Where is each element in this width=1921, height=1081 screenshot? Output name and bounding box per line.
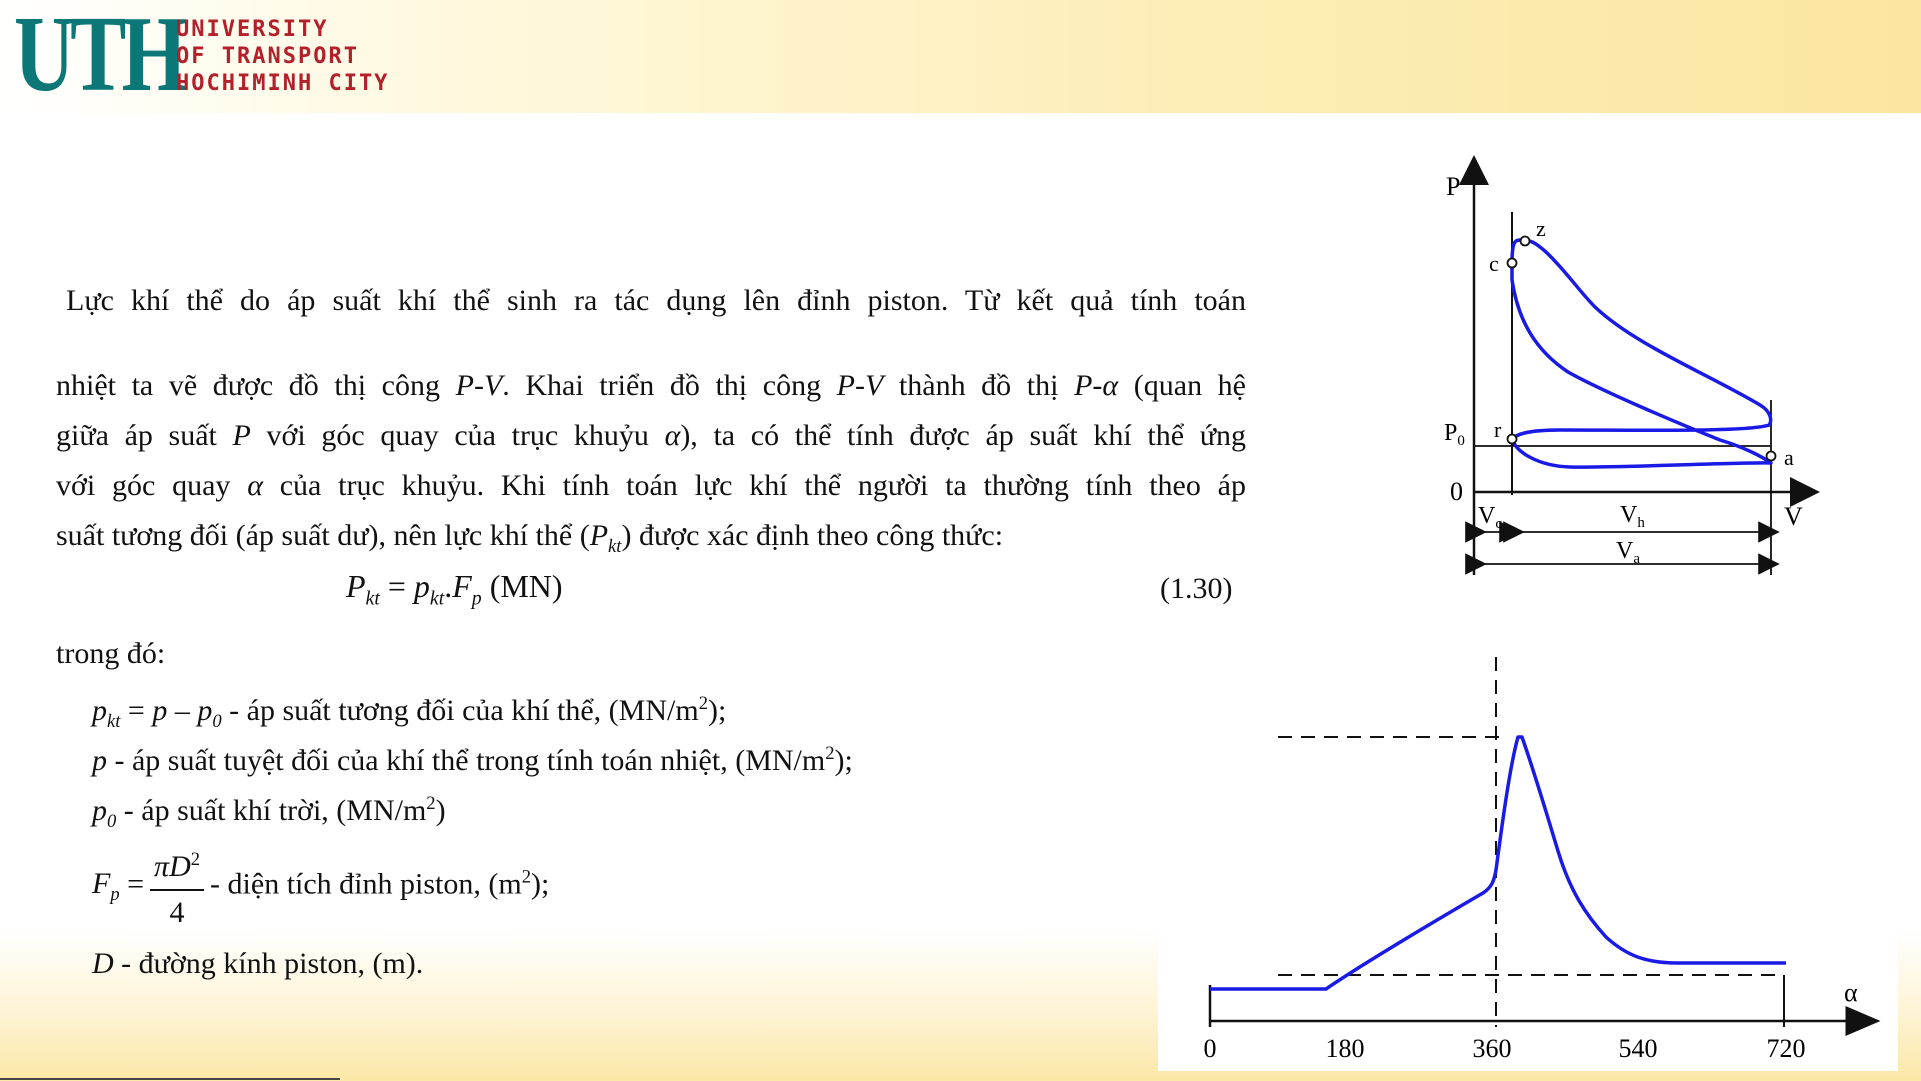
- paragraph-line-5: suất tương đối (áp suất dư), nên lực khí thể $(P_{kt})$ được xác định theo công thức:: [56, 519, 1004, 557]
- pa-tick-label-720: 720: [1766, 1034, 1806, 1063]
- formula-pkt: $P_{kt} = p_{kt}.F_p$ (MN): [346, 568, 563, 610]
- pa-tick-label-360: 360: [1472, 1034, 1512, 1063]
- definition-p0: $p_0$ - áp suất khí trời, $(MN/m^2)$: [92, 793, 446, 832]
- logo-line-2: OF TRANSPORT: [176, 44, 359, 69]
- definition-p: p - áp suất tuyệt đối của khí thể trong tính toán nhiệt, $(MN/m^2)$;: [92, 743, 853, 777]
- pv-label-vh: $V_h$: [1620, 502, 1645, 531]
- header-banner: [0, 0, 1921, 113]
- logo-line-1: UNIVERSITY: [176, 17, 329, 42]
- logo-text: [176, 16, 389, 97]
- pa-tick-label-540: 540: [1618, 1034, 1658, 1063]
- pv-label-v: V: [1784, 502, 1803, 531]
- pv-label-va: $V_a$: [1616, 538, 1641, 567]
- paragraph-line-2: nhiệt ta vẽ được đồ thị công P-V. Khai triển đồ thị công P-V thành đồ thị P-α (quan hệ: [56, 369, 1246, 402]
- pv-label-c: c: [1489, 251, 1499, 276]
- pv-point-a: [1767, 452, 1776, 461]
- paragraph-line-4: với góc quay α của trục khuỷu. Khi tính toán lực khí thể người ta thường tính theo áp: [56, 469, 1246, 502]
- equation-number: (1.30): [1160, 572, 1233, 605]
- paragraph-line-1: Lực khí thể do áp suất khí thể sinh ra tác dụng lên đỉnh piston. Từ kết quả tính toán: [66, 284, 1246, 317]
- definition-pkt: $p_{kt} = p - p_0$ - áp suất tương đối của khí thể, $(MN/m^2)$;: [92, 693, 727, 732]
- pa-pressure-curve: [1210, 737, 1786, 989]
- pv-point-c: [1508, 259, 1517, 268]
- pv-label-p: P: [1446, 172, 1461, 201]
- pv-point-z: [1521, 237, 1530, 246]
- pv-label-p0: $P_0$: [1444, 420, 1465, 449]
- pv-cycle-curve: [1512, 240, 1771, 467]
- pa-tick-label-0: 0: [1203, 1034, 1217, 1063]
- pv-label-z: z: [1536, 216, 1546, 241]
- pv-label-a: a: [1784, 445, 1794, 470]
- pv-label-origin: 0: [1450, 477, 1463, 506]
- paragraph-line-3: giữa áp suất P với góc quay của trục khuỷu α), ta có thể tính được áp suất khí thể ứng: [56, 419, 1246, 452]
- definition-d: D - đường kính piston, (m).: [92, 947, 424, 980]
- pa-tick-label-180: 180: [1325, 1034, 1365, 1063]
- bottom-rule: [0, 1078, 340, 1080]
- where-label: trong đó:: [56, 637, 166, 670]
- logo-letters: UTH: [14, 0, 183, 114]
- p-alpha-diagram: [1158, 655, 1898, 1071]
- pv-label-r: r: [1494, 417, 1502, 442]
- pv-point-r: [1508, 435, 1517, 444]
- fraction-area: $\frac{\pi D^2}{4}$: [150, 840, 204, 933]
- definition-fp: $F_p$ = $\frac{\pi D^2}{4}$ - diện tích đỉnh piston, $(m^2)$;: [92, 840, 549, 933]
- pv-label-vc: $V_c$: [1478, 503, 1503, 532]
- logo-line-3: HOCHIMINH CITY: [176, 71, 390, 96]
- pa-label-alpha: α: [1844, 978, 1858, 1007]
- pv-diagram: [1420, 150, 1840, 580]
